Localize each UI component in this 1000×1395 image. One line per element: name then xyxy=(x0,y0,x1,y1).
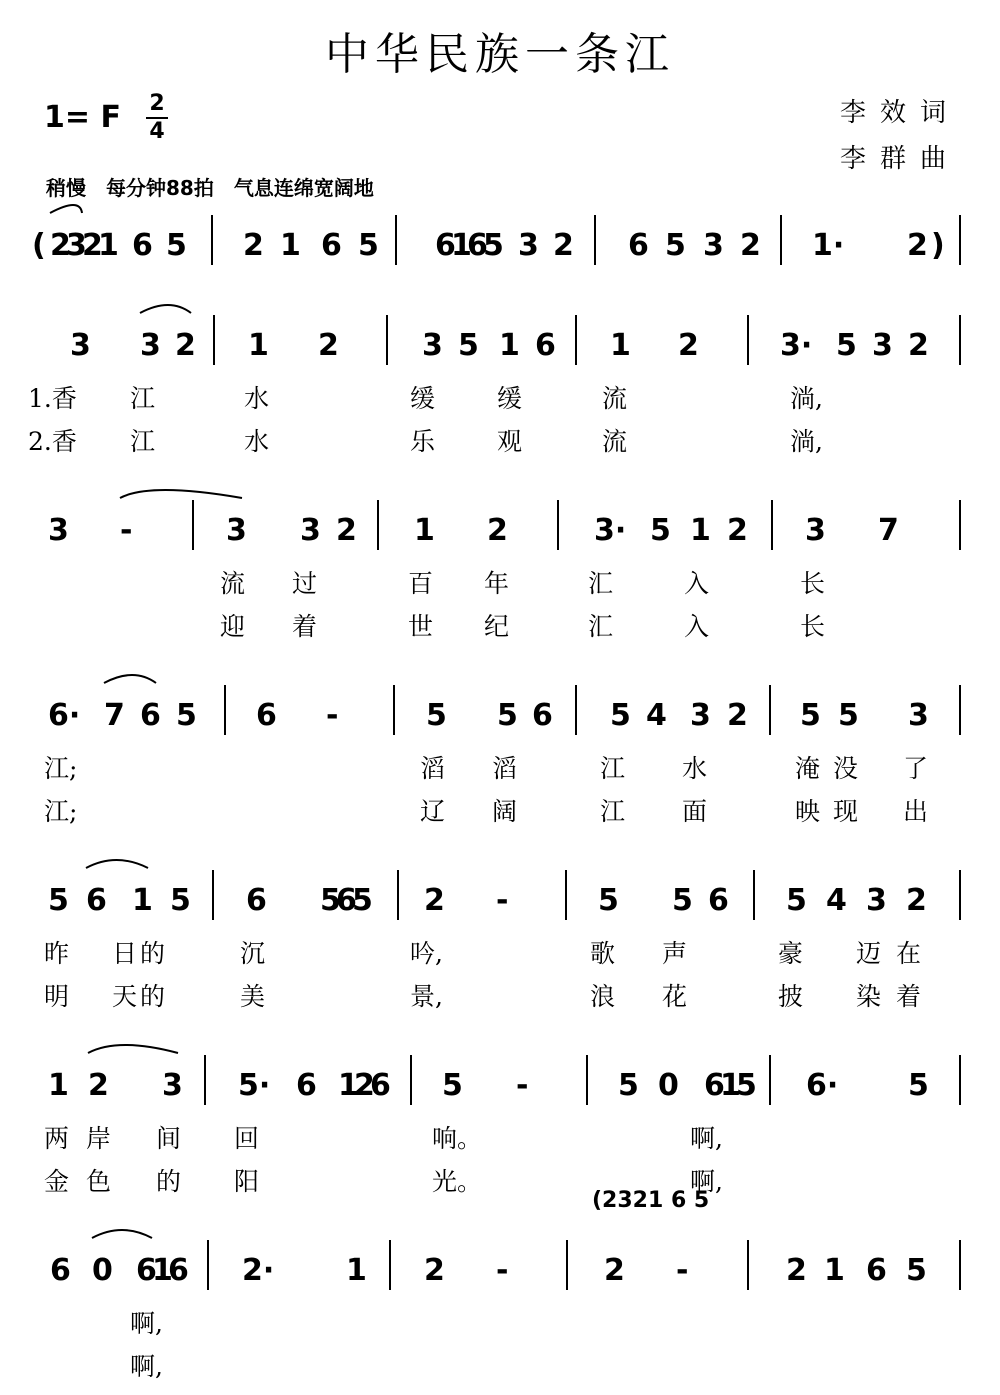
lyric-syllable: 美 xyxy=(240,982,266,1011)
slur xyxy=(86,860,148,868)
lyric-syllable: 日 xyxy=(112,939,138,968)
lyric-syllable: 明 xyxy=(44,982,70,1011)
lyric-syllable: 染 xyxy=(856,982,882,1011)
note: 2 xyxy=(604,1253,625,1288)
lyric-syllable: 江 xyxy=(130,384,156,413)
note: 2 xyxy=(424,883,445,918)
staff-line-row5 xyxy=(0,850,1000,1020)
note: 1 xyxy=(499,328,520,363)
lyric-syllable: 阳 xyxy=(234,1167,260,1196)
lyric-syllable: 流 xyxy=(220,569,246,598)
note: - xyxy=(326,698,339,733)
note: 6 xyxy=(435,228,456,263)
lyric-syllable: 啊, xyxy=(130,1309,163,1338)
lyric-syllable: 回 xyxy=(234,1124,260,1153)
note: 2 xyxy=(424,1253,445,1288)
lyric-syllable: 江; xyxy=(44,797,78,826)
lyric-syllable: 长 xyxy=(800,569,826,598)
lyric-syllable: 着 xyxy=(896,982,922,1011)
note: 6 xyxy=(50,1253,71,1288)
lyric-syllable: 1.香 xyxy=(28,384,77,413)
lyric-syllable: 水 xyxy=(244,384,270,413)
note: 6 xyxy=(132,228,153,263)
note: 6 xyxy=(256,698,277,733)
note: 3 xyxy=(48,513,69,548)
lyricist-credit: 李效词 xyxy=(839,98,960,128)
lyric-syllable: 啊, xyxy=(690,1167,723,1196)
lyric-syllable: 吟, xyxy=(410,939,443,968)
note: 1 xyxy=(414,513,435,548)
song-title: 中华民族一条江 xyxy=(325,29,675,80)
note: 5 xyxy=(836,328,857,363)
note: 3 xyxy=(690,698,711,733)
note: 5 xyxy=(170,883,191,918)
note: 4 xyxy=(826,883,847,918)
lyric-syllable: 着 xyxy=(292,612,318,641)
note: 0 xyxy=(658,1068,679,1103)
note: 5 xyxy=(736,1068,757,1103)
note: 3 xyxy=(805,513,826,548)
slur xyxy=(120,490,242,498)
lyric-syllable: 响。 xyxy=(432,1124,483,1153)
lyric-syllable: 乐 xyxy=(410,427,436,456)
lyric-syllable: 啊, xyxy=(130,1352,163,1381)
note: 2 xyxy=(906,883,927,918)
note: 3 xyxy=(866,883,887,918)
note: 6 xyxy=(136,1253,157,1288)
slur xyxy=(88,1045,178,1053)
note: 5· xyxy=(238,1068,271,1103)
note: 5 xyxy=(497,698,518,733)
note: 3 xyxy=(140,328,161,363)
note: 3 xyxy=(908,698,929,733)
note: 5 xyxy=(320,883,341,918)
time-signature xyxy=(146,92,168,144)
note: 5 xyxy=(426,698,447,733)
lyric-syllable: 现 xyxy=(833,797,859,826)
lyric-syllable: 没 xyxy=(833,754,859,783)
note: 5 xyxy=(358,228,379,263)
lyric-syllable: 淌, xyxy=(790,384,823,413)
note: 2 xyxy=(908,328,929,363)
note: 2 xyxy=(727,513,748,548)
note: 1 xyxy=(346,1253,367,1288)
slur xyxy=(92,1230,152,1238)
note: 3· xyxy=(780,328,813,363)
note: 5 xyxy=(483,228,504,263)
staff-line-row4 xyxy=(0,665,1000,835)
note: 3· xyxy=(594,513,627,548)
note: 6 xyxy=(336,883,357,918)
note: 3 xyxy=(162,1068,183,1103)
lyric-syllable: 映 xyxy=(795,797,821,826)
note: 5 xyxy=(650,513,671,548)
lyric-syllable: 沉 xyxy=(240,939,266,968)
lyric-syllable: 滔 xyxy=(420,754,446,783)
note: 2 xyxy=(727,698,748,733)
note: 5 xyxy=(786,883,807,918)
lyric-syllable: 出 xyxy=(903,797,929,826)
lyric-syllable: 缓 xyxy=(410,384,436,413)
note: 6· xyxy=(48,698,81,733)
note: 5 xyxy=(908,1068,929,1103)
note: 1 xyxy=(152,1253,173,1288)
note: 3 xyxy=(300,513,321,548)
note: 1 xyxy=(451,228,472,263)
lyric-syllable: 百 xyxy=(408,569,434,598)
note: 6 xyxy=(535,328,556,363)
note: 6 xyxy=(370,1068,391,1103)
note: 6 xyxy=(140,698,161,733)
lyric-syllable: 淹 xyxy=(795,754,821,783)
lyric-syllable: 昨 xyxy=(44,939,70,968)
note: 7 xyxy=(104,698,125,733)
pickup-phrase: (2321 6 5 xyxy=(592,1188,710,1213)
note: 3 xyxy=(66,228,87,263)
lyric-syllable: 的 xyxy=(140,982,166,1011)
note: 3 xyxy=(872,328,893,363)
note: 6 xyxy=(628,228,649,263)
note: 5 xyxy=(672,883,693,918)
lyric-syllable: 了 xyxy=(903,754,929,783)
key-signature: 1= F xyxy=(44,100,121,135)
note: ) xyxy=(931,228,945,263)
lyric-syllable: 阔 xyxy=(492,797,518,826)
lyric-syllable: 2.香 xyxy=(28,427,77,456)
lyric-syllable: 两 xyxy=(44,1124,70,1153)
lyric-syllable: 年 xyxy=(484,569,510,598)
lyric-syllable: 流 xyxy=(602,384,628,413)
lyric-syllable: 汇 xyxy=(588,569,614,598)
note: 5 xyxy=(598,883,619,918)
note: 2 xyxy=(243,228,264,263)
lyric-syllable: 岸 xyxy=(86,1124,112,1153)
lyric-syllable: 花 xyxy=(662,982,688,1011)
note: 5 xyxy=(166,228,187,263)
lyric-syllable: 色 xyxy=(86,1167,112,1196)
note: 5 xyxy=(352,883,373,918)
note: 2 xyxy=(175,328,196,363)
staff-line-row6 xyxy=(0,1035,1000,1205)
time-signature-bottom: 4 xyxy=(149,119,165,144)
lyric-syllable: 迈 xyxy=(856,939,882,968)
note: 2 xyxy=(354,1068,375,1103)
note: 2 xyxy=(786,1253,807,1288)
staff-line-row1 xyxy=(0,195,1000,275)
note: 6 xyxy=(708,883,729,918)
lyric-syllable: 淌, xyxy=(790,427,823,456)
note: - xyxy=(120,513,133,548)
staff-line-row2 xyxy=(0,295,1000,465)
note: 6 xyxy=(246,883,267,918)
note: 6 xyxy=(866,1253,887,1288)
note: 1 xyxy=(132,883,153,918)
note: 3 xyxy=(422,328,443,363)
lyric-syllable: 世 xyxy=(408,612,434,641)
note: 2 xyxy=(487,513,508,548)
note: 1 xyxy=(690,513,711,548)
note: - xyxy=(676,1253,689,1288)
lyric-syllable: 纪 xyxy=(484,612,510,641)
lyric-syllable: 缓 xyxy=(497,384,523,413)
note: 3 xyxy=(226,513,247,548)
lyric-syllable: 披 xyxy=(778,982,804,1011)
lyric-syllable: 在 xyxy=(896,939,922,968)
note: 5 xyxy=(48,883,69,918)
note: 6 xyxy=(321,228,342,263)
lyric-syllable: 江 xyxy=(130,427,156,456)
lyric-syllable: 汇 xyxy=(588,612,614,641)
note: 3 xyxy=(70,328,91,363)
slur xyxy=(104,675,156,683)
composer-credit: 李群曲 xyxy=(839,144,960,174)
note: 5 xyxy=(618,1068,639,1103)
note: 2 xyxy=(318,328,339,363)
note: 2 xyxy=(678,328,699,363)
note: 5 xyxy=(838,698,859,733)
note: 1 xyxy=(98,228,119,263)
lyric-syllable: 歌 xyxy=(590,939,616,968)
note: 2· xyxy=(242,1253,275,1288)
tempo-marking: 稍慢 每分钟88拍 气息连绵宽阔地 xyxy=(46,176,374,200)
note: 0 xyxy=(92,1253,113,1288)
lyric-syllable: 光。 xyxy=(432,1167,483,1196)
note: 1 xyxy=(248,328,269,363)
note: 3 xyxy=(703,228,724,263)
lyric-syllable: 滔 xyxy=(492,754,518,783)
note: 2 xyxy=(88,1068,109,1103)
lyric-syllable: 水 xyxy=(244,427,270,456)
slur xyxy=(50,205,82,213)
lyric-syllable: 的 xyxy=(156,1167,182,1196)
lyric-syllable: 豪 xyxy=(778,939,804,968)
lyric-syllable: 江; xyxy=(44,754,78,783)
time-signature-top: 2 xyxy=(149,91,165,116)
lyric-syllable: 金 xyxy=(44,1167,70,1196)
note: 2 xyxy=(907,228,928,263)
note: 1 xyxy=(720,1068,741,1103)
lyric-syllable: 浪 xyxy=(590,982,616,1011)
note: 5 xyxy=(176,698,197,733)
note: - xyxy=(496,883,509,918)
note: 2 xyxy=(82,228,103,263)
note: ( xyxy=(32,228,46,263)
lyric-syllable: 间 xyxy=(156,1124,182,1153)
note: 2 xyxy=(336,513,357,548)
note: 5 xyxy=(906,1253,927,1288)
note: 6 xyxy=(296,1068,317,1103)
note: 1· xyxy=(812,228,845,263)
note: 6 xyxy=(704,1068,725,1103)
note: 6 xyxy=(168,1253,189,1288)
lyric-syllable: 水 xyxy=(682,754,708,783)
lyric-syllable: 景, xyxy=(410,982,443,1011)
note: 1 xyxy=(280,228,301,263)
slur xyxy=(140,305,191,313)
note: 2 xyxy=(740,228,761,263)
lyric-syllable: 声 xyxy=(662,939,688,968)
note: 5 xyxy=(458,328,479,363)
note: 1 xyxy=(610,328,631,363)
note: 1 xyxy=(338,1068,359,1103)
note: - xyxy=(496,1253,509,1288)
note: 6 xyxy=(532,698,553,733)
note: 5 xyxy=(800,698,821,733)
note: 5 xyxy=(610,698,631,733)
note: 7 xyxy=(878,513,899,548)
note: 1 xyxy=(48,1068,69,1103)
lyric-syllable: 啊, xyxy=(690,1124,723,1153)
note: - xyxy=(516,1068,529,1103)
note: 4 xyxy=(646,698,667,733)
lyric-syllable: 迎 xyxy=(220,612,246,641)
lyric-syllable: 流 xyxy=(602,427,628,456)
lyric-syllable: 辽 xyxy=(420,797,446,826)
note: 1 xyxy=(824,1253,845,1288)
lyric-syllable: 天 xyxy=(112,982,138,1011)
note: 2 xyxy=(50,228,71,263)
note: 3 xyxy=(518,228,539,263)
note: 5 xyxy=(442,1068,463,1103)
staff-line-row7 xyxy=(0,1220,1000,1390)
lyric-syllable: 观 xyxy=(497,427,523,456)
lyric-syllable: 入 xyxy=(684,569,710,598)
lyric-syllable: 的 xyxy=(140,939,166,968)
note: 5 xyxy=(665,228,686,263)
lyric-syllable: 江 xyxy=(600,797,626,826)
lyric-syllable: 入 xyxy=(684,612,710,641)
note: 6 xyxy=(467,228,488,263)
lyric-syllable: 江 xyxy=(600,754,626,783)
lyric-syllable: 过 xyxy=(292,569,318,598)
note: 2 xyxy=(553,228,574,263)
lyric-syllable: 面 xyxy=(682,797,708,826)
lyric-syllable: 长 xyxy=(800,612,826,641)
note: 6 xyxy=(86,883,107,918)
note: 6· xyxy=(806,1068,839,1103)
staff-line-row3 xyxy=(0,480,1000,650)
